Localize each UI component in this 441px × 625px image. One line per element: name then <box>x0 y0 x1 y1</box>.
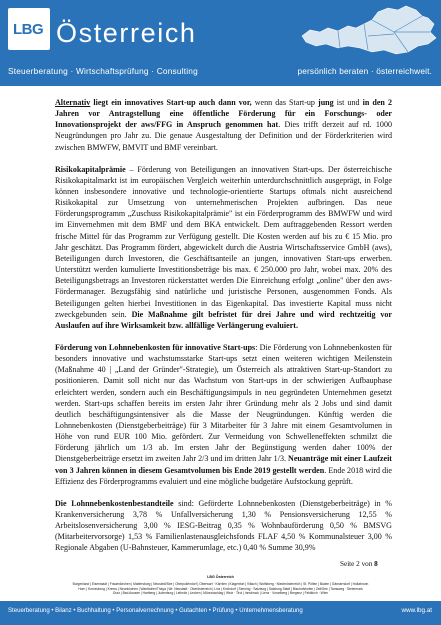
page-number: Seite 2 von 8 <box>340 560 378 568</box>
paragraph-alternativ: Alternativ liegt ein innovatives Start-up auch dann vor, wenn das Start-up jung ist und in den 2 Jahren vor Antragstellung eine öffentliche Förderung für ein Forschungs- oder Innovationsprojekt der aws/FFG in Anspruch genommen hat. Dies trifft derzeit auf rd. 1000 Neugründungen pro Jahr zu. Die genaue Ausgestaltung der Definition und der Förderkriterien wird zwischen BMWFW, BMVIT und BMF vereinbart. <box>55 98 392 152</box>
footer-banner <box>0 601 441 625</box>
term-alternativ: Alternativ <box>55 98 91 107</box>
header-tagline-slogan: persönlich beraten · österreichweit. <box>297 66 432 76</box>
footer-locations: Burgenland | Eisenstadt | Frauenkirchen | Mattersburg | Neusiedl/See | Oberpullendorf | Oberwart · Kärnten | Klagenfurt | Villach | Wolfsberg · Niederösterreich | St. Pölten | Baden | Gänserndorf | Hollabrunn Horn | Korneuburg | Krems | Neunkirchen | Waidhofen/Thaya | Wr. Neustadt · Oberösterreich | Linz | Kirchdorf | Sierning · Salzburg | Salzburg Stadt | Bischofshofen | Zell/See | Tamsweg · Steiermark Graz | Bad Aussee | Hartberg | Judenburg | Leibnitz | Leoben | Mürzzuschlag | Weiz · Tirol | Innsbruck | Lienz · Vorarlberg | Bregenz | Feldkirch · Wien <box>72 582 369 596</box>
term-lohnnebenkostenbestandteile: Die Lohnnebenkostenbestandteile <box>55 498 174 508</box>
paragraph-risikokapitalpraemie: Risikokapitalprämie – Förderung von Beteiligungen an innovativen Start-ups. Der österreichische Risikokapitalmarkt ist im europäischen Vergleich weiterhin unterdurchschnittlich ausgeprägt, in Folge können insbesondere innovative und technologie-orientierte Startups oftmals nicht ausreichend Risikokapital zur Umsetzung von unternehmerischen Projekten aufbringen. Das neue Förderungsprogramm „Zuschuss Risikokapitalprämie" ist ein Förderprogramm des BMWFW und wird im Einvernehmen mit dem BMF und dem BKA entwickelt. Dem auftraggebenden Ressort werden frische Mittel für das Programm zur Verfügung gestellt. Die Kosten werden auf bis zu € 15 Mio. pro Jahr geschätzt. Das Programm fördert, abgewickelt durch die Austria Wirtschaftsservice GmbH (aws), Beteiligungen durch Investoren, die Geschäftsanteile an jungen, innovativen Start-ups erwerben. Unterstützt werden kumulierte Investitionsbeträge bis max. € 250.000 pro Jahr, wobei max. 20% des Beteiligungsbetrags an Investoren rückerstattet werden Die Einreichung erfolgt „online" über den aws-Fördermanager. Bezugsfähig sind natürliche und juristische Personen, ausgenommen Fonds. Als Beteiligungen gelten hierbei Investitionen in das Eigenkapital. Das investierte Kapital muss nicht zweckgebunden sein. Die Maßnahme gilt befristet für drei Jahre und wird rechtzeitig vor Auslaufen auf ihre Wirksamkeit bzw. allfällige Verlängerung evaluiert. <box>55 164 392 330</box>
footer-website-link[interactable]: www.lbg.at <box>401 607 432 614</box>
paragraph-lohnnebenkostenbestandteile: Die Lohnnebenkostenbestandteile sind: Geförderte Lohnnebenkosten (Dienstgeberbeiträge) in % Krankenversicherung 3,78 % Unfallversicherung 1,30 % Pensionsversicherung 12,55 % Arbeitslosenversicherung 3,00 % IESG-Beitrag 0,35 % Wohnbauförderung 0,50 % BMSVG (Mitarbeitervorsorge) 1,53 % Familienlastenausgleichsfonds FLAF 4,50 % Kommunalsteuer 3,00 % Regionale Abgaben (U-Bahnsteuer, Kammerumlage, etc.) 0,40 % Summe 30,9% <box>55 498 392 553</box>
document-body <box>55 97 392 565</box>
lbg-logo <box>8 8 50 50</box>
austria-map-icon <box>298 4 440 58</box>
logo-country: Österreich <box>56 18 197 48</box>
header-tagline-services: Steuerberatung · Wirtschaftsprüfung · Consulting <box>8 66 198 76</box>
letterhead-banner <box>0 0 441 86</box>
footer-company-name: LBG Österreich <box>207 575 234 579</box>
logo-text: LBG <box>13 21 44 38</box>
term-lohnnebenkosten-foerderung: Förderung von Lohnnebenkosten für innovative Start-ups <box>55 342 256 352</box>
footer-services: Steuerberatung • Bilanz • Buchhaltung • Personalverrechnung • Gutachten • Prüfung • Unternehmensberatung <box>8 608 303 614</box>
paragraph-lohnnebenkosten: Förderung von Lohnnebenkosten für innovative Start-ups: Die Förderung von Lohnnebenkosten für besonders innovative und wachstumsstarke Start-ups setzt einen weiteren wichtigen Meilenstein (Maßnahme 40 | „Land der Gründer"-Strategie), um Österreich als attraktiven Start-up-Standort zu positionieren. Damit soll nicht nur das Wachstum von Start-ups in der schwierigen Aufbauphase erleichtert werden, sondern auch ein Beschäftigungsimpuls in neu gegründeten Unternehmen gesetzt werden. Start-ups schaffen bereits im ersten Jahr ihrer Gründung mehr als 2 Jobs und sind damit deutlich beschäftigungsintensiver als die Masse der Neugründungen. Künftig werden die Lohnnebenkosten (Dienstgeberbeiträge) für 3 Mitarbeiter für 3 Jahre mit einem Gesamtvolumen in Höhe von rund EUR 100 Mio. gefördert. Zur Vermeidung von Schwelleneffekten schmilzt die Förderung jährlich um 1/3 ab. Im ersten Jahr der Begünstigung werden daher 100% der Dienstgeberbeiträge ersetzt im zweiten Jahr 2/3 und im dritten Jahr 1/3. Neuanträge mit einer Laufzeit von 3 Jahren können in diesem Gesamtvolumen bis Ende 2019 gestellt werden. Ende 2018 wird die Effizienz des Förderprogramms evaluiert und eine mögliche budgetäre Aufstockung geprüft. <box>55 342 392 486</box>
term-risikokapitalpraemie: Risikokapitalprämie <box>55 164 126 174</box>
